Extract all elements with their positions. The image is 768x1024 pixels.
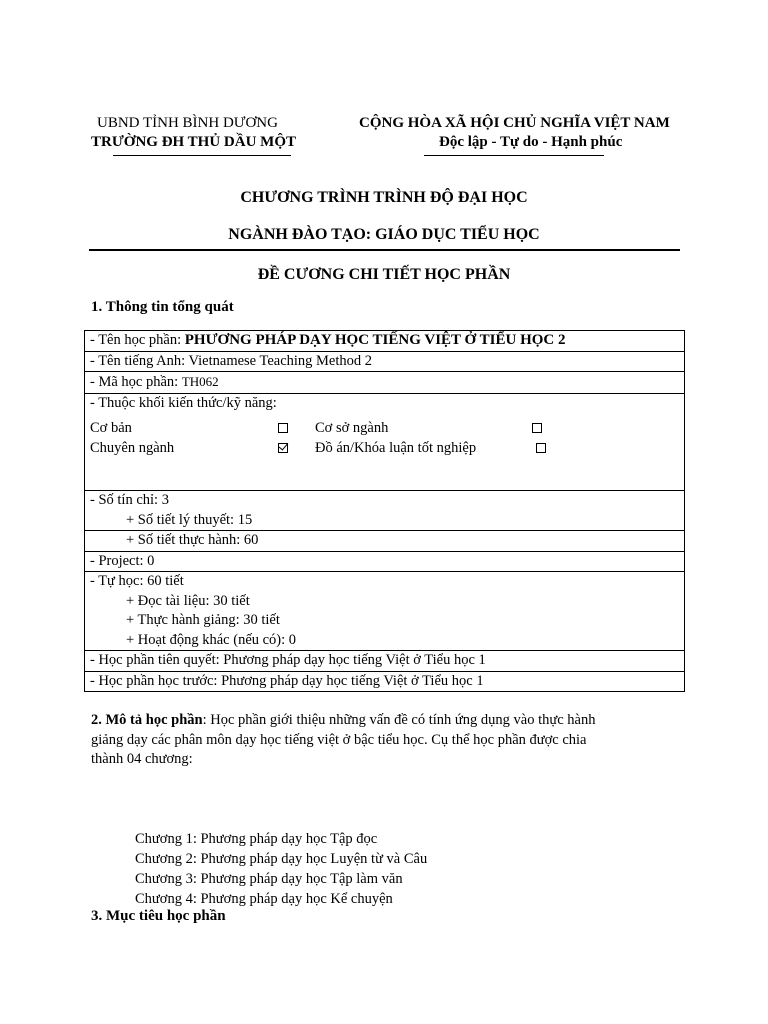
- course-code-label: - Mã học phần:: [90, 374, 182, 390]
- theory-hours: + Số tiết lý thuyết: 15: [126, 511, 253, 528]
- option-co-ban: Cơ bản: [90, 420, 132, 436]
- checkbox-co-so-nganh[interactable]: [532, 423, 542, 433]
- program-title: CHƯƠNG TRÌNH TRÌNH ĐỘ ĐẠI HỌC: [240, 189, 528, 206]
- section2-first-line: [91, 711, 595, 731]
- course-code: TH062: [181, 374, 219, 389]
- self-study-item: + Thực hành giảng: 30 tiết: [126, 612, 280, 628]
- country-name: CỘNG HÒA XÃ HỘI CHỦ NGHĨA VIỆT NAM: [359, 115, 670, 131]
- header-right-underline: [424, 155, 604, 156]
- chapter-item: Chương 3: Phương pháp dạy học Tập làm văn: [135, 871, 403, 887]
- chapter-item: Chương 4: Phương pháp dạy học Kể chuyện: [135, 891, 393, 907]
- course-info-table: [84, 330, 685, 692]
- university-name: TRƯỜNG ĐH THỦ DẦU MỘT: [91, 134, 297, 150]
- option-co-so-nganh: Cơ sở ngành: [315, 420, 389, 436]
- major-title: NGÀNH ĐÀO TẠO: GIÁO DỤC TIỂU HỌC: [228, 226, 540, 243]
- project-row: - Project: 0: [85, 552, 684, 573]
- section2-line2: giảng dạy các phân môn dạy học tiếng việt ở bậc tiểu học. Cụ thể học phần được chia: [91, 732, 587, 748]
- course-name-row: [85, 331, 684, 352]
- checkbox-chuyen-nganh[interactable]: [278, 443, 288, 453]
- english-name-row: - Tên tiếng Anh: Vietnamese Teaching Method 2: [85, 352, 684, 373]
- course-name-label: - Tên học phần:: [90, 332, 185, 348]
- self-study-row: [85, 572, 684, 651]
- course-name: PHƯƠNG PHÁP DẠY HỌC TIẾNG VIỆT Ở TIỂU HỌC 2: [184, 332, 566, 348]
- previous-course-row: - Học phần học trước: Phương pháp dạy học tiếng Việt ở Tiểu học 1: [90, 672, 484, 689]
- checkbox-co-ban[interactable]: [278, 423, 288, 433]
- header-left-underline: [113, 155, 291, 156]
- checkbox-do-an[interactable]: [536, 443, 546, 453]
- self-study-text: - Tự học: 60 tiết: [90, 573, 184, 589]
- option-chuyen-nganh: Chuyên ngành: [90, 440, 175, 456]
- chapter-item: Chương 2: Phương pháp dạy học Luyện từ và Câu: [135, 851, 428, 867]
- national-motto: Độc lập - Tự do - Hạnh phúc: [439, 134, 623, 150]
- syllabus-title: ĐỀ CƯƠNG CHI TIẾT HỌC PHẦN: [257, 266, 511, 283]
- knowledge-block-label: - Thuộc khối kiến thức/kỹ năng:: [90, 394, 277, 411]
- section1-heading: 1. Thông tin tổng quát: [91, 299, 234, 315]
- self-study-item: + Hoạt động khác (nếu có): 0: [126, 631, 297, 648]
- province-committee: UBND TỈNH BÌNH DƯƠNG: [97, 115, 278, 131]
- section2-text: : Học phần giới thiệu những vấn đề có tính ứng dụng vào thực hành: [202, 712, 596, 728]
- practice-hours: + Số tiết thực hành: 60: [85, 531, 684, 552]
- title-divider: [89, 249, 680, 251]
- knowledge-block-row: [85, 394, 684, 492]
- chapter-item: Chương 1: Phương pháp dạy học Tập đọc: [135, 831, 378, 847]
- credits-row: [85, 491, 684, 531]
- knowledge-options: [90, 413, 684, 490]
- self-study-item: + Đọc tài liệu: 30 tiết: [126, 592, 250, 609]
- section3-heading: 3. Mục tiêu học phần: [91, 908, 226, 924]
- prerequisite-row: - Học phần tiên quyết: Phương pháp dạy học tiếng Việt ở Tiểu học 1: [85, 651, 684, 672]
- credits-text: - Số tín chỉ: 3: [90, 492, 169, 508]
- section2-heading: 2. Mô tả học phần: [91, 712, 203, 728]
- option-do-an: Đồ án/Khóa luận tốt nghiệp: [315, 440, 477, 456]
- course-code-row: [85, 372, 684, 394]
- section2-line3: thành 04 chương:: [91, 751, 193, 767]
